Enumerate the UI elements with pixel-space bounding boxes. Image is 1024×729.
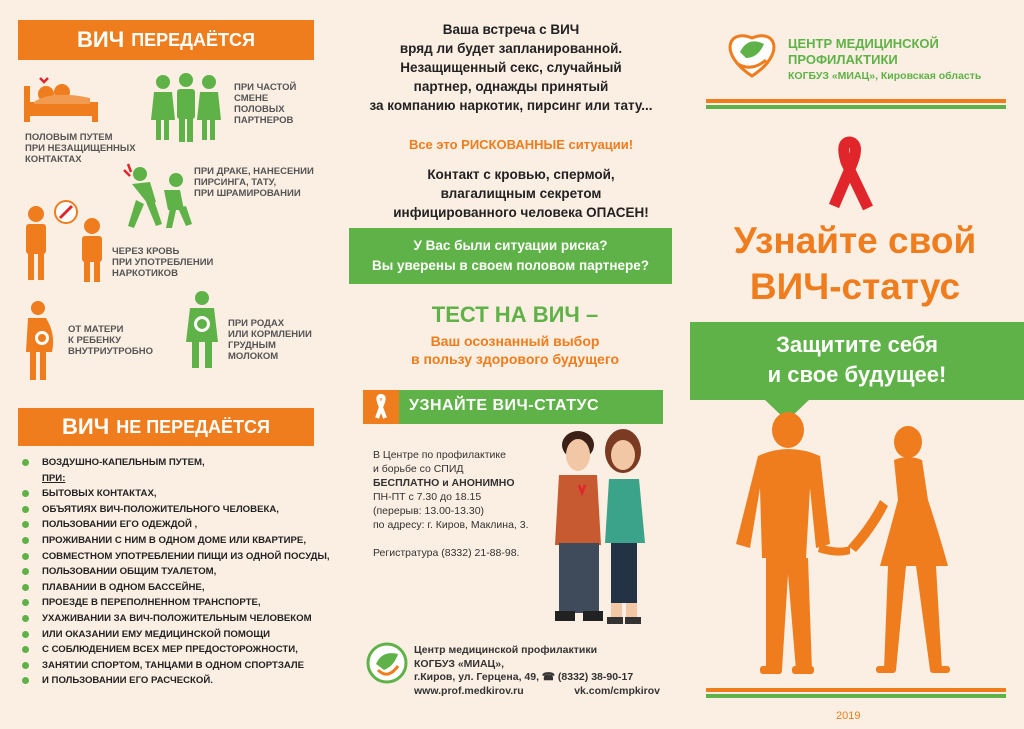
list-item: ИЛИ ОКАЗАНИИ ЕМУ МЕДИЦИНСКОЙ ПОМОЩИ	[22, 627, 330, 643]
intro-line: Ваша встреча с ВИЧ	[442, 22, 580, 37]
status-banner-text: УЗНАЙТЕ ВИЧ-СТАТУС	[409, 397, 600, 414]
center-info: В Центре по профилактике и борьбе со СПИД БЕСПЛАТНО и АНОНИМНО ПН-ПТ с 7.30 до 18.15 (перерыв: 13.00-13.30) по адресу: г. Киров, Маклина, 3. Регистратура (8332) 21-88-98.	[373, 449, 529, 559]
list-item: ВОЗДУШНО-КАПЕЛЬНЫМ ПУТЕМ,	[22, 455, 330, 471]
intro-line: Незащищенный секс, случайный	[400, 60, 622, 75]
list-item: БЫТОВЫХ КОНТАКТАХ,	[22, 486, 330, 502]
list-item: СОВМЕСТНОМ УПОТРЕБЛЕНИИ ПИЩИ ИЗ ОДНОЙ ПОСУДЫ,	[22, 549, 330, 565]
red-ribbon-icon	[820, 134, 880, 214]
list-item: ПРИ:	[42, 472, 66, 484]
bed-couple-icon	[22, 72, 100, 124]
transmits-banner-small: ПЕРЕДАЁТСЯ	[131, 29, 255, 50]
transmits-banner	[18, 20, 314, 60]
question-line: У Вас были ситуации риска?	[413, 238, 608, 253]
list-item: И ПОЛЬЗОВАНИИ ЕГО РАСЧЕСКОЙ.	[22, 673, 330, 689]
walking-couple-silhouette	[730, 400, 970, 685]
list-item: УХАЖИВАНИИ ЗА ВИЧ-ПОЛОЖИТЕЛЬНЫМ ЧЕЛОВЕКОМ	[22, 611, 330, 627]
multiple-partners-icon	[150, 72, 222, 142]
top-stripe-green	[706, 105, 1006, 109]
test-title: ТЕСТ НА ВИЧ –	[431, 302, 599, 327]
young-couple-illustration	[545, 425, 660, 635]
bottom-stripe-green	[706, 694, 1006, 698]
list-item: ПОЛЬЗОВАНИИ ЕГО ОДЕЖДОЙ ,	[22, 517, 330, 533]
list-item: ПЛАВАНИИ В ОДНОМ БАССЕЙНЕ,	[22, 580, 330, 596]
list-item: ПРОЖИВАНИИ С НИМ В ОДНОМ ДОМЕ ИЛИ КВАРТИРЕ,	[22, 533, 330, 549]
not-transmits-banner-big: ВИЧ	[62, 414, 110, 439]
top-stripe-orange	[706, 99, 1006, 103]
footer-contacts: Центр медицинской профилактики КОГБУЗ «МИАЦ», г.Киров, ул. Герцена, 49, ☎ (8332) 38-90-17 www.prof.medkirov.ru vk.com/cmpkirov	[414, 644, 660, 697]
intro-line: за компанию наркотик, пирсинг или тату...	[369, 98, 653, 113]
pregnant-woman-icon	[20, 300, 60, 382]
org-name: ЦЕНТР МЕДИЦИНСКОЙ ПРОФИЛАКТИКИ КОГБУЗ «МИАЦ», Кировская область	[788, 36, 982, 82]
list-item: ПОЛЬЗОВАНИИ ОБЩИМ ТУАЛЕТОМ,	[22, 564, 330, 580]
intro-line: партнер, однажды принятый	[413, 79, 609, 94]
breastfeeding-icon	[182, 290, 222, 370]
transmits-banner-big: ВИЧ	[77, 27, 125, 52]
status-banner	[363, 390, 663, 424]
danger-line: Контакт с кровью, спермой,	[427, 167, 615, 182]
site-link[interactable]: www.prof.medkirov.ru	[414, 684, 524, 697]
intro-line: вряд ли будет запланированной.	[399, 41, 623, 56]
headline: Узнайте свой ВИЧ-статус	[733, 220, 977, 307]
drug-users-icon	[20, 200, 110, 282]
way-label-fight: ПРИ ДРАКЕ, НАНЕСЕНИИ ПИРСИНГА, ТАТУ, ПРИ ШРАМИРОВАНИИ	[194, 166, 314, 199]
list-item: ЗАНЯТИИ СПОРТОМ, ТАНЦАМИ В ОДНОМ СПОРТЗАЛЕ	[22, 658, 330, 674]
way-label-sexual: ПОЛОВЫМ ПУТЕМ ПРИ НЕЗАЩИЩЕННЫХ КОНТАКТАХ	[25, 132, 136, 165]
not-transmits-banner	[18, 408, 314, 446]
danger-text	[345, 165, 697, 222]
intro-text	[345, 20, 677, 115]
vk-link[interactable]: vk.com/cmpkirov	[574, 684, 660, 697]
way-label-partners: ПРИ ЧАСТОЙ СМЕНЕ ПОЛОВЫХ ПАРТНЕРОВ	[234, 82, 297, 126]
year-label: 2019	[836, 710, 861, 722]
test-subtitle: Ваш осознанный выбор в пользу здорового будущего	[410, 333, 620, 367]
danger-line: инфицированного человека ОПАСЕН!	[393, 205, 649, 220]
center-logo-icon	[366, 642, 408, 684]
list-item: ОБЪЯТИЯХ ВИЧ-ПОЛОЖИТЕЛЬНОГО ЧЕЛОВЕКА,	[22, 502, 330, 518]
ribbon-icon	[363, 390, 399, 424]
list-item: ПРОЕЗДЕ В ПЕРЕПОЛНЕННОМ ТРАНСПОРТЕ,	[22, 595, 330, 611]
list-item: С СОБЛЮДЕНИЕМ ВСЕХ МЕР ПРЕДОСТОРОЖНОСТИ,	[22, 642, 330, 658]
risk-line: Все это РИСКОВАННЫЕ ситуации!	[408, 137, 634, 152]
danger-line: влагалищным секретом	[440, 186, 602, 201]
not-transmits-banner-small: НЕ ПЕРЕДАЁТСЯ	[116, 416, 270, 437]
way-label-birth: ПРИ РОДАХ ИЛИ КОРМЛЕНИИ ГРУДНЫМ МОЛОКОМ	[228, 318, 312, 362]
way-label-blood: ЧЕРЕЗ КРОВЬ ПРИ УПОТРЕБЛЕНИИ НАРКОТИКОВ	[112, 246, 214, 279]
protect-banner: Защитите себя и свое будущее!	[690, 322, 1024, 400]
question-line: Вы уверены в своем половом партнере?	[372, 258, 649, 273]
bottom-stripe-orange	[706, 688, 1006, 692]
org-logo-icon	[724, 24, 780, 80]
fight-icon	[120, 160, 194, 232]
not-transmits-list	[22, 455, 330, 689]
way-label-mother: ОТ МАТЕРИ К РЕБЕНКУ ВНУТРИУТРОБНО	[68, 324, 153, 357]
risk-question-box	[349, 228, 672, 284]
